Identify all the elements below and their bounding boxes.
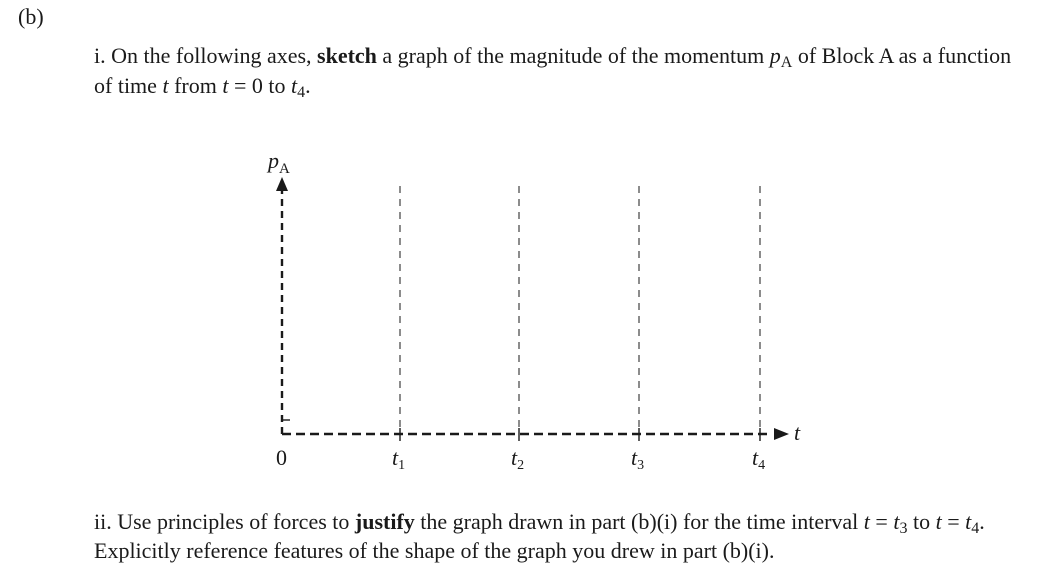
time-symbol: t bbox=[162, 73, 169, 98]
time-subscript: 3 bbox=[899, 520, 908, 537]
tick-label-sub: 3 bbox=[637, 458, 645, 473]
question-ii-equals: = bbox=[947, 509, 960, 534]
question-ii-bold-verb: justify bbox=[354, 509, 415, 534]
question-i-text: from bbox=[174, 73, 217, 98]
question-i-period: . bbox=[305, 73, 311, 98]
tick-label-t1 bbox=[392, 445, 405, 473]
question-ii-equals: = bbox=[875, 509, 888, 534]
time-subscript: 4 bbox=[971, 520, 980, 537]
tick-label-var: t bbox=[752, 445, 759, 470]
time-symbol: t bbox=[893, 509, 900, 534]
question-i-text: On the following axes, bbox=[111, 43, 312, 68]
question-ii-text: Use principles of forces to bbox=[117, 509, 350, 534]
y-axis-label bbox=[266, 148, 290, 177]
time-subscript: 4 bbox=[297, 84, 306, 101]
tick-label-t3 bbox=[631, 445, 644, 473]
question-ii-line-2: Explicitly reference features of the shape of the graph you drew in part (b)(i). bbox=[94, 538, 775, 563]
question-i-number: i. bbox=[94, 43, 106, 68]
part-label: (b) bbox=[18, 4, 44, 29]
momentum-symbol: p bbox=[769, 43, 781, 68]
tick-label-var: t bbox=[392, 445, 399, 470]
tick-label-sub: 4 bbox=[758, 458, 766, 473]
question-i-text: of Block A as a function bbox=[797, 43, 1012, 68]
y-axis-label-sub: A bbox=[279, 161, 290, 177]
tick-label-sub: 1 bbox=[398, 458, 406, 473]
tick-label-t2 bbox=[511, 445, 524, 473]
tick-label-sub: 2 bbox=[517, 458, 525, 473]
origin-label: 0 bbox=[276, 445, 287, 470]
time-symbol: t bbox=[863, 509, 870, 534]
tick-label-t4 bbox=[752, 445, 765, 473]
question-ii-number: ii. bbox=[94, 509, 112, 534]
time-symbol: t bbox=[290, 73, 298, 98]
time-symbol: t bbox=[222, 73, 229, 98]
x-axis-label: t bbox=[794, 420, 801, 445]
tick-label-var: t bbox=[631, 445, 638, 470]
momentum-subscript: A bbox=[780, 54, 793, 71]
question-ii-to: to bbox=[912, 509, 931, 534]
question-ii-period: . bbox=[979, 509, 985, 534]
y-axis-arrow bbox=[276, 177, 288, 191]
question-ii-prompt bbox=[94, 507, 1044, 565]
question-i-text: a graph of the magnitude of the momentum bbox=[382, 43, 765, 68]
question-i-equation: = 0 to bbox=[233, 73, 286, 98]
y-axis-label-var: p bbox=[268, 148, 279, 173]
question-i-bold-verb: sketch bbox=[317, 43, 377, 68]
question-i-text: of time bbox=[94, 73, 157, 98]
time-symbol: t bbox=[965, 509, 972, 534]
question-ii-text: the graph drawn in part (b)(i) for the time interval bbox=[420, 509, 859, 534]
tick-label-var: t bbox=[511, 445, 518, 470]
x-axis-arrow bbox=[774, 428, 789, 440]
time-symbol: t bbox=[935, 509, 942, 534]
